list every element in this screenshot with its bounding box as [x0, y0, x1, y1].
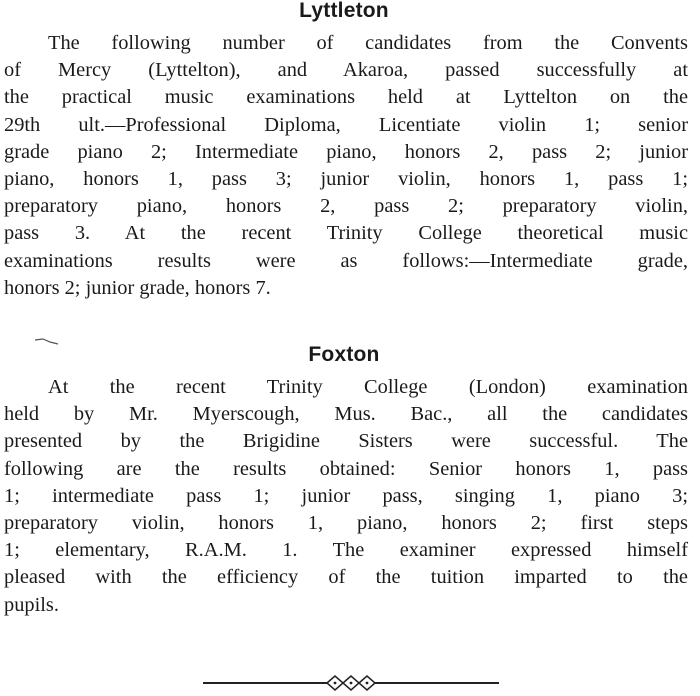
paragraph-line: pass 3. At the recent Trinity College theoretical music — [4, 222, 688, 245]
paragraph-line: piano, honors 1, pass 3; junior violin, honors 1, pass 1; — [4, 168, 688, 191]
lyttleton-paragraph — [4, 30, 688, 302]
paragraph-line: honors 2; junior grade, honors 7. — [4, 276, 271, 299]
paragraph-line: following are the results obtained: Senior honors 1, pass — [4, 457, 688, 480]
section-divider-ornament — [203, 673, 499, 693]
paragraph-line: presented by the Brigidine Sisters were successful. The — [4, 430, 688, 453]
paragraph-line: held by Mr. Myerscough, Mus. Bac., all the candidates — [4, 403, 688, 426]
paragraph-line: At the recent Trinity College (London) examination — [48, 376, 688, 398]
paragraph-line: The following number of candidates from the Convents — [48, 32, 688, 54]
paragraph-line: examinations results were as follows:—Intermediate grade, — [4, 249, 688, 272]
paragraph-line: preparatory piano, honors 2, pass 2; preparatory violin, — [4, 195, 688, 218]
foxton-paragraph — [4, 374, 688, 619]
section-heading-lyttleton: Lyttleton — [299, 0, 389, 22]
paragraph-line: pupils. — [4, 593, 59, 616]
paragraph-line: 1; intermediate pass 1; junior pass, singing 1, piano 3; — [4, 484, 688, 507]
paragraph-line: 1; elementary, R.A.M. 1. The examiner expressed himself — [4, 539, 688, 562]
paragraph-line: pleased with the efficiency of the tuition imparted to the — [4, 566, 688, 589]
paragraph-line: 29th ult.—Professional Diploma, Licentiate violin 1; senior — [4, 113, 688, 136]
paragraph-line: grade piano 2; Intermediate piano, honors 2, pass 2; junior — [4, 140, 688, 163]
paragraph-line: preparatory violin, honors 1, piano, honors 2; first steps — [4, 512, 688, 535]
section-heading-foxton: Foxton — [308, 343, 380, 366]
paragraph-line: the practical music examinations held at Lyttelton on the — [4, 86, 688, 109]
paragraph-line: of Mercy (Lyttelton), and Akaroa, passed successfully at — [4, 59, 688, 82]
